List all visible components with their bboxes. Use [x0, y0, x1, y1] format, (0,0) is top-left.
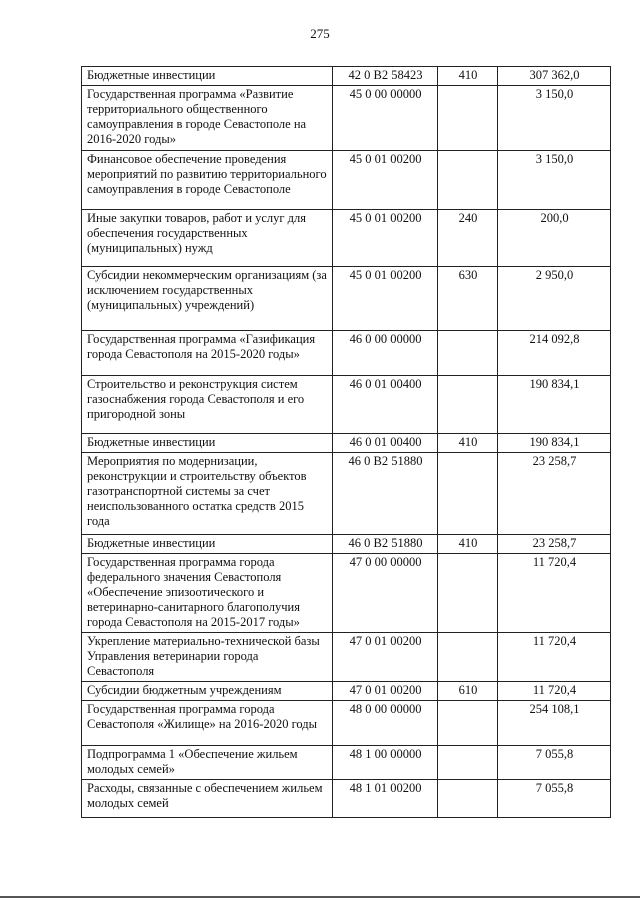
row-code: 47 0 01 00200	[333, 633, 438, 682]
table-row	[82, 67, 611, 86]
table-row	[82, 780, 611, 818]
row-expense-type: 410	[438, 434, 498, 453]
row-sum: 254 108,1	[498, 701, 611, 746]
table-row	[82, 746, 611, 780]
row-code: 47 0 00 00000	[333, 554, 438, 633]
row-sum: 214 092,8	[498, 331, 611, 376]
row-expense-type	[438, 151, 498, 210]
row-name: Строительство и реконструкция систем газоснабжения города Севастополя и его пригородной зоны	[82, 376, 333, 434]
row-sum: 190 834,1	[498, 434, 611, 453]
table-row	[82, 535, 611, 554]
row-sum: 11 720,4	[498, 554, 611, 633]
row-name: Государственная программа «Газификация города Севастополя на 2015-2020 годы»	[82, 331, 333, 376]
row-code: 45 0 00 00000	[333, 86, 438, 151]
row-sum: 190 834,1	[498, 376, 611, 434]
row-expense-type: 410	[438, 535, 498, 554]
row-expense-type	[438, 780, 498, 818]
budget-table	[81, 66, 611, 818]
row-sum: 7 055,8	[498, 746, 611, 780]
table-row	[82, 267, 611, 331]
row-sum: 7 055,8	[498, 780, 611, 818]
row-name: Субсидии бюджетным учреждениям	[82, 682, 333, 701]
row-code: 48 0 00 00000	[333, 701, 438, 746]
table-row	[82, 151, 611, 210]
row-sum: 3 150,0	[498, 151, 611, 210]
row-name: Бюджетные инвестиции	[82, 535, 333, 554]
row-sum: 200,0	[498, 210, 611, 267]
row-expense-type	[438, 633, 498, 682]
row-name: Иные закупки товаров, работ и услуг для обеспечения государственных (муниципальных) нужд	[82, 210, 333, 267]
row-expense-type: 630	[438, 267, 498, 331]
table-row	[82, 376, 611, 434]
row-name: Бюджетные инвестиции	[82, 67, 333, 86]
row-sum: 11 720,4	[498, 633, 611, 682]
table-row	[82, 682, 611, 701]
row-expense-type	[438, 554, 498, 633]
row-expense-type	[438, 376, 498, 434]
row-name: Укрепление материально-технической базы Управления ветеринарии города Севастополя	[82, 633, 333, 682]
row-name: Мероприятия по модернизации, реконструкции и строительству объектов газотранспортной системы за счет неиспользованного остатка средств 2015 года	[82, 453, 333, 535]
table-row	[82, 633, 611, 682]
row-expense-type	[438, 331, 498, 376]
row-code: 45 0 01 00200	[333, 267, 438, 331]
row-expense-type	[438, 746, 498, 780]
row-name: Бюджетные инвестиции	[82, 434, 333, 453]
table-row	[82, 453, 611, 535]
row-expense-type: 410	[438, 67, 498, 86]
row-expense-type	[438, 453, 498, 535]
scan-edge-line	[0, 896, 640, 898]
row-sum: 11 720,4	[498, 682, 611, 701]
row-code: 46 0 B2 51880	[333, 453, 438, 535]
row-code: 47 0 01 00200	[333, 682, 438, 701]
row-name: Государственная программа города федерального значения Севастополя «Обеспечение эпизоотического и ветеринарно-санитарного благополучия города Севастополя на 2015-2017 годы»	[82, 554, 333, 633]
row-sum: 2 950,0	[498, 267, 611, 331]
row-sum: 3 150,0	[498, 86, 611, 151]
row-expense-type: 610	[438, 682, 498, 701]
table-row	[82, 554, 611, 633]
row-code: 46 0 01 00400	[333, 434, 438, 453]
row-name: Субсидии некоммерческим организациям (за исключением государственных (муниципальных) учреждений)	[82, 267, 333, 331]
row-code: 42 0 B2 58423	[333, 67, 438, 86]
row-code: 45 0 01 00200	[333, 210, 438, 267]
row-code: 48 1 01 00200	[333, 780, 438, 818]
row-code: 45 0 01 00200	[333, 151, 438, 210]
row-code: 46 0 01 00400	[333, 376, 438, 434]
row-expense-type	[438, 86, 498, 151]
table-row	[82, 434, 611, 453]
table-row	[82, 331, 611, 376]
row-sum: 23 258,7	[498, 535, 611, 554]
table-row	[82, 86, 611, 151]
row-expense-type	[438, 701, 498, 746]
row-name: Государственная программа города Севастополя «Жилище» на 2016-2020 годы	[82, 701, 333, 746]
table-row	[82, 210, 611, 267]
row-expense-type: 240	[438, 210, 498, 267]
row-name: Подпрограмма 1 «Обеспечение жильем молодых семей»	[82, 746, 333, 780]
row-sum: 23 258,7	[498, 453, 611, 535]
row-code: 46 0 00 00000	[333, 331, 438, 376]
row-name: Расходы, связанные с обеспечением жильем молодых семей	[82, 780, 333, 818]
row-sum: 307 362,0	[498, 67, 611, 86]
row-name: Финансовое обеспечение проведения мероприятий по развитию территориального самоуправления в городе Севастополе	[82, 151, 333, 210]
page-number: 275	[310, 26, 330, 41]
row-code: 48 1 00 00000	[333, 746, 438, 780]
row-name: Государственная программа «Развитие территориального общественного самоуправления в городе Севастополе на 2016-2020 годы»	[82, 86, 333, 151]
table-row	[82, 701, 611, 746]
row-code: 46 0 B2 51880	[333, 535, 438, 554]
